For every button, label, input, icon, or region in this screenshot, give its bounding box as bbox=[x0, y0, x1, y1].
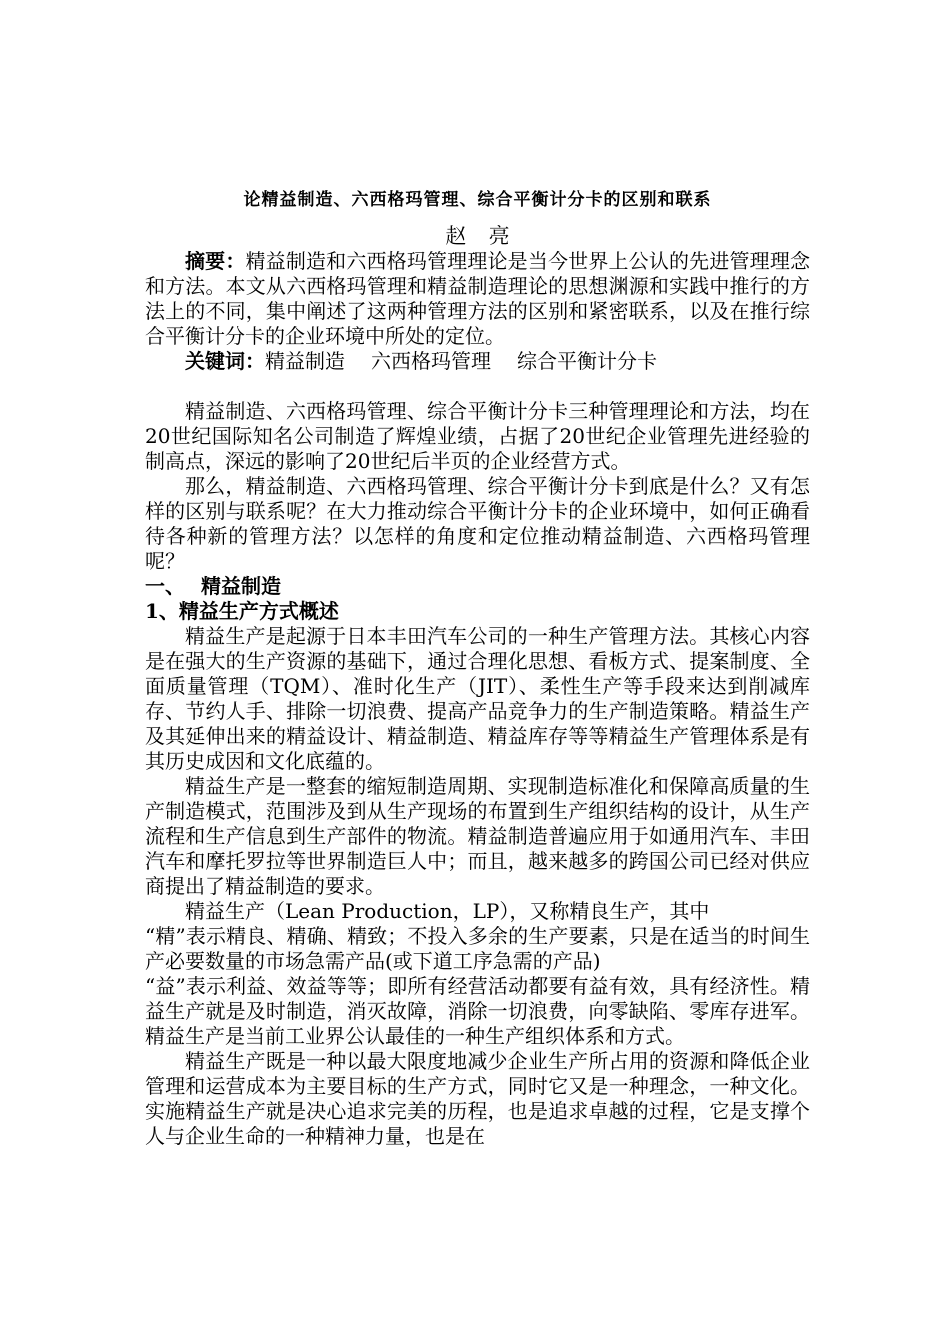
subsection-heading: 1、精益生产方式概述 bbox=[145, 599, 339, 623]
keywords-label: 关键词 bbox=[185, 349, 245, 373]
keyword-item: 综合平衡计分卡 bbox=[517, 349, 657, 373]
blank-line bbox=[145, 374, 810, 399]
body-paragraph: 精益生产是一整套的缩短制造周期、实现制造标准化和保障高质量的生产制造模式，范围涉及到从生产现场的布置到生产组织结构的设计，从生产流程和生产信息到生产部件的物流。精益制造普遍应用于如通用汽车、丰田汽车和摩托罗拉等世界制造巨人中；而且，越来越多的跨国公司已经对供应商提出了精益制造的要求。 bbox=[145, 774, 810, 898]
intro-paragraph: 那么，精益制造、六西格玛管理、综合平衡计分卡到底是什么？又有怎样的区别与联系呢？在大力推动综合平衡计分卡的企业环境中，如何正确看待各种新的管理方法？以怎样的角度和定位推动精益制造、六西格玛管理呢？ bbox=[145, 474, 810, 573]
keywords-paragraph: 关键词：精益制造 六西格玛管理 综合平衡计分卡 bbox=[185, 349, 657, 373]
lp-yi-paragraph: “益”表示利益、效益等等；即所有经营活动都要有益有效，具有经济性。精益生产就是及时制造，消灭故障，消除一切浪费，向零缺陷、零库存进军。精益生产是当前工业界公认最佳的一种生产组织体系和方式。 bbox=[145, 974, 810, 1048]
document-title: 论精益制造、六西格玛管理、综合平衡计分卡的区别和联系 bbox=[243, 190, 712, 210]
author-surname: 赵 bbox=[445, 224, 467, 248]
document-page bbox=[145, 185, 810, 1149]
author-given-name: 亮 bbox=[488, 224, 510, 248]
body-paragraph: 精益生产是起源于日本丰田汽车公司的一种生产管理方法。其核心内容是在强大的生产资源的基础下，通过合理化思想、看板方式、提案制度、全面质量管理（TQM）、准时化生产（JIT）、柔性生产等手段来达到削减库存、节约人手、排除一切浪费、提高产品竞争力的生产制造策略。精益生产及其延伸出来的精益设计、精益制造、精益库存等等精益生产管理体系是有其历史成因和文化底蕴的。 bbox=[145, 624, 810, 773]
lp-jing-paragraph: “精”表示精良、精确、精致；不投入多余的生产要素，只是在适当的时间生产必要数量的市场急需产品(或下道工序急需的产品) bbox=[145, 924, 810, 973]
abstract-paragraph: 摘要：精益制造和六西格玛管理理论是当今世界上公认的先进管理理念和方法。本文从六西格玛管理和精益制造理论的思想渊源和实践中推行的方法上的不同，集中阐述了这两种管理方法的区别和紧密联系，以及在推行综合平衡计分卡的企业环境中所处的定位。 bbox=[145, 249, 811, 348]
keyword-item: 六西格玛管理 bbox=[371, 349, 491, 373]
keyword-item: 精益制造 bbox=[265, 349, 345, 373]
intro-paragraph: 精益制造、六西格玛管理、综合平衡计分卡三种管理理论和方法，均在20世纪国际知名公司制造了辉煌业绩，占据了20世纪企业管理先进经验的制高点，深远的影响了20世纪后半页的企业经营方式。 bbox=[145, 399, 810, 473]
lp-intro-paragraph: 精益生产（Lean Production，LP），又称精良生产，其中 bbox=[185, 899, 710, 923]
section-title: 精益制造 bbox=[201, 574, 281, 598]
section-heading bbox=[145, 574, 810, 599]
abstract-text: 精益制造和六西格玛管理理论是当今世界上公认的先进管理理念和方法。本文从六西格玛管理和精益制造理论的思想渊源和实践中推行的方法上的不同，集中阐述了这两种管理方法的区别和紧密联系，以及在推行综合平衡计分卡的企业环境中所处的定位。 bbox=[145, 249, 811, 348]
abstract-label: 摘要 bbox=[185, 249, 226, 273]
body-paragraph: 精益生产既是一种以最大限度地减少企业生产所占用的资源和降低企业管理和运营成本为主要目标的生产方式，同时它又是一种理念，一种文化。实施精益生产就是决心追求完美的历程，也是追求卓越的过程，它是支撑个人与企业生命的一种精神力量，也是在 bbox=[145, 1049, 810, 1148]
section-number: 一、 bbox=[145, 574, 185, 598]
author-name bbox=[145, 223, 810, 249]
